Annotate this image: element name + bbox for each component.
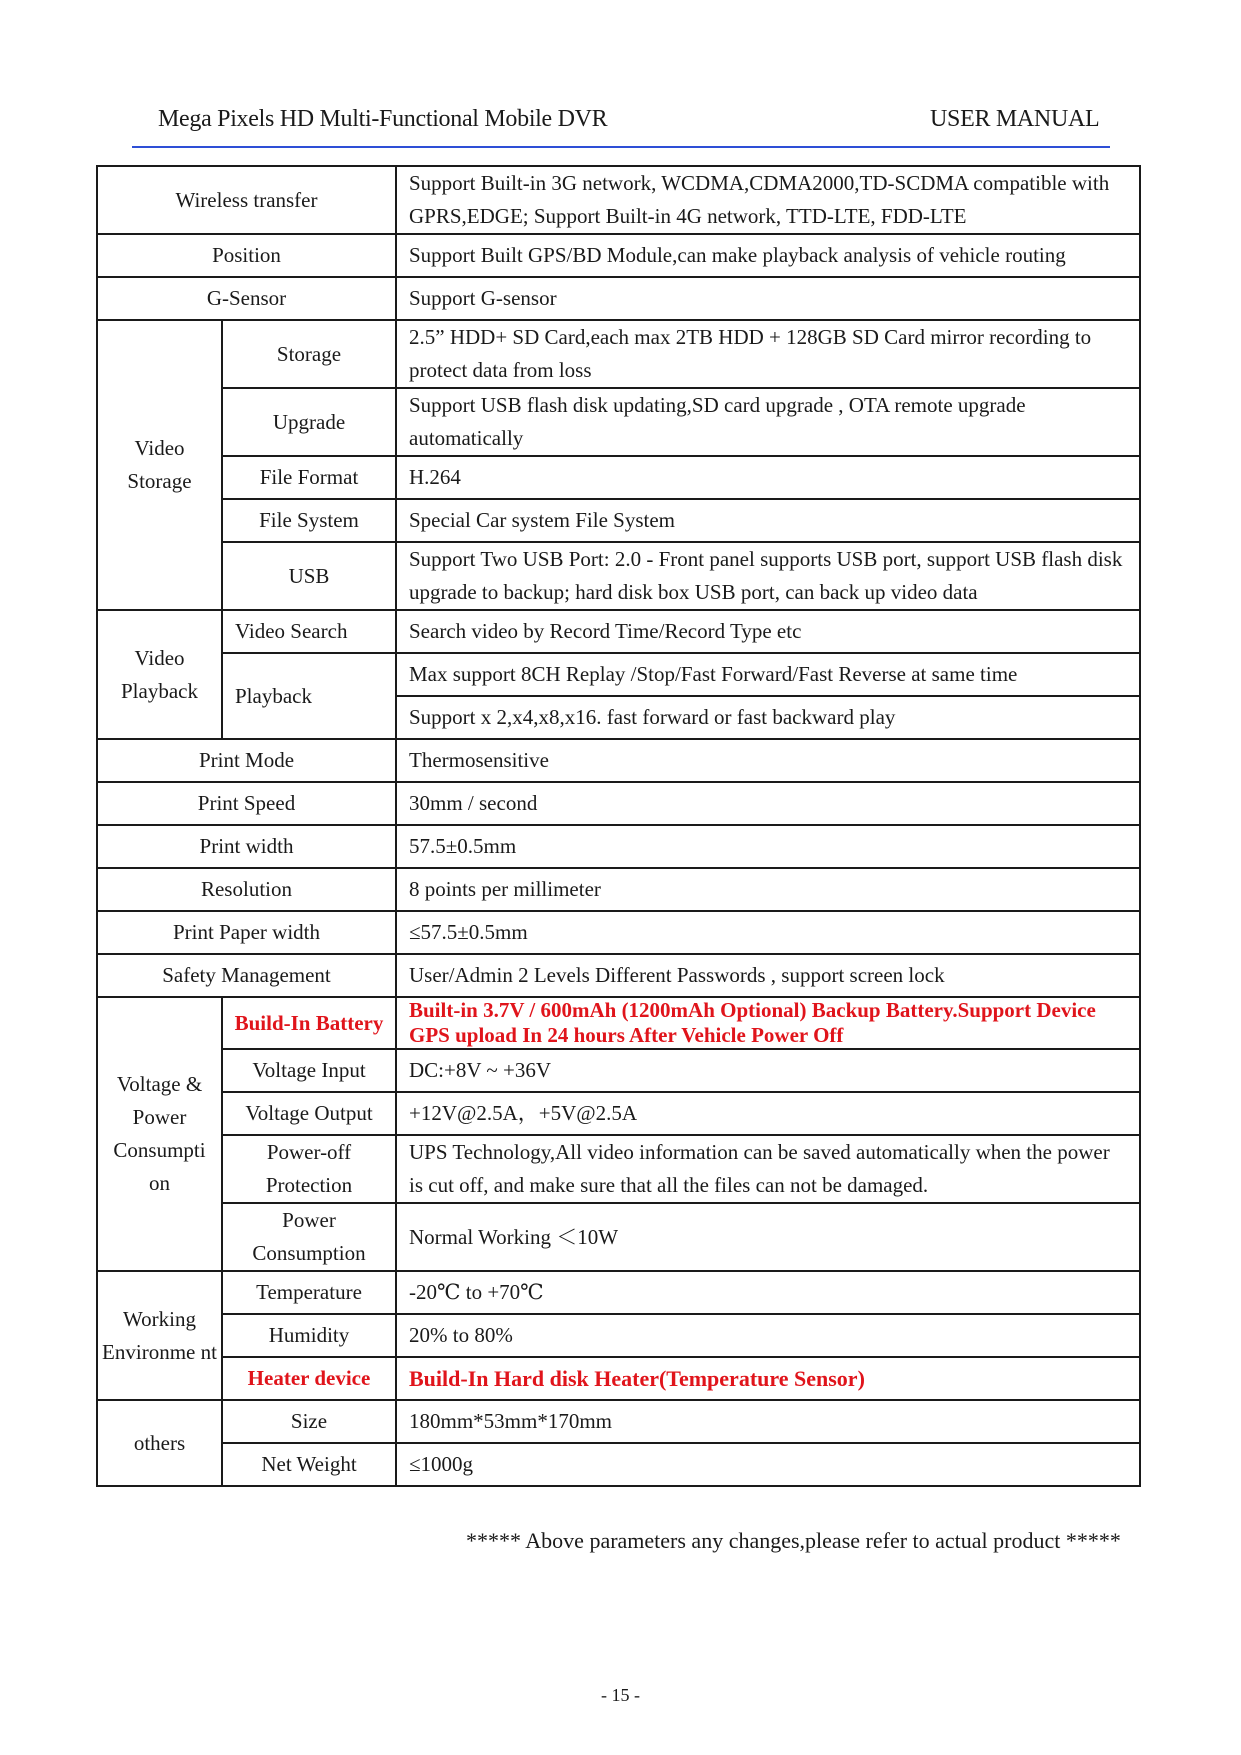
table-row [97,499,1140,542]
table-row [97,653,1140,696]
table-row [97,1271,1140,1314]
spec-value: Support G-sensor [396,277,1140,320]
spec-value: Search video by Record Time/Record Type etc [396,610,1140,653]
spec-value: Built-in 3.7V / 600mAh (1200mAh Optional) Backup Battery.Support Device GPS upload In 24 hours After Vehicle Power Off [396,997,1140,1049]
spec-label: Power-off Protection [222,1135,396,1203]
spec-label: G-Sensor [97,277,396,320]
spec-label: Storage [222,320,396,388]
spec-value: -20℃ to +70℃ [396,1271,1140,1314]
table-row [97,1443,1140,1486]
spec-label: Print Paper width [97,911,396,954]
spec-value: Special Car system File System [396,499,1140,542]
spec-value: 20% to 80% [396,1314,1140,1357]
table-row [97,1203,1140,1271]
spec-value: 8 points per millimeter [396,868,1140,911]
spec-value: Normal Working ＜10W [396,1203,1140,1271]
table-row [97,320,1140,388]
spec-value: ≤57.5±0.5mm [396,911,1140,954]
table-row [97,1357,1140,1400]
table-row [97,610,1140,653]
spec-value: Support Two USB Port: 2.0 - Front panel supports USB port, support USB flash disk upgrade to backup; hard disk box USB port, can back up video data [396,542,1140,610]
spec-value: Max support 8CH Replay /Stop/Fast Forward/Fast Reverse at same time [396,653,1140,696]
spec-value: User/Admin 2 Levels Different Passwords , support screen lock [396,954,1140,997]
table-row [97,1049,1140,1092]
table-row [97,825,1140,868]
spec-value: Support x 2,x4,x8,x16. fast forward or fast backward play [396,696,1140,739]
table-row [97,1135,1140,1203]
table-row [97,456,1140,499]
table-row [97,782,1140,825]
spec-value: 180mm*53mm*170mm [396,1400,1140,1443]
spec-value: ≤1000g [396,1443,1140,1486]
spec-label: Video Search [222,610,396,653]
spec-value: DC:+8V ~ +36V [396,1049,1140,1092]
spec-value: Support Built-in 3G network, WCDMA,CDMA2000,TD-SCDMA compatible with GPRS,EDGE; Support Built-in 4G network, TTD-LTE, FDD-LTE [396,166,1140,234]
spec-label: Voltage Output [222,1092,396,1135]
table-row [97,868,1140,911]
spec-label: Print width [97,825,396,868]
table-row [97,739,1140,782]
spec-value: 57.5±0.5mm [396,825,1140,868]
spec-label: Build-In Battery [222,997,396,1049]
group-label: Video Storage [97,320,222,610]
spec-value: Support Built GPS/BD Module,can make playback analysis of vehicle routing [396,234,1140,277]
spec-label: Resolution [97,868,396,911]
spec-label: Position [97,234,396,277]
spec-value: UPS Technology,All video information can be saved automatically when the power is cut off, and make sure that all the files can not be damaged. [396,1135,1140,1203]
spec-label: Upgrade [222,388,396,456]
group-label: Video Playback [97,610,222,739]
spec-label: Size [222,1400,396,1443]
group-label: Working Environme nt [97,1271,222,1400]
spec-value: Support USB flash disk updating,SD card upgrade , OTA remote upgrade automatically [396,388,1140,456]
page-number: - 15 - [601,1685,640,1705]
spec-label: File System [222,499,396,542]
spec-label: Voltage Input [222,1049,396,1092]
table-row [97,277,1140,320]
spec-label: Net Weight [222,1443,396,1486]
spec-label: Heater device [222,1357,396,1400]
spec-value: 30mm / second [396,782,1140,825]
spec-table [96,165,1141,1487]
spec-value: Build-In Hard disk Heater(Temperature Sensor) [396,1357,1140,1400]
table-row [97,166,1140,234]
spec-label: USB [222,542,396,610]
spec-value: Thermosensitive [396,739,1140,782]
spec-label: Humidity [222,1314,396,1357]
footnote: ***** Above parameters any changes,please refer to actual product ***** [466,1528,1121,1553]
table-row [97,1092,1140,1135]
table-row [97,1400,1140,1443]
spec-label: Print Mode [97,739,396,782]
table-row [97,388,1140,456]
document-title: Mega Pixels HD Multi-Functional Mobile DVR [158,106,608,132]
table-row [97,1314,1140,1357]
spec-label: Playback [222,653,396,739]
spec-label: Wireless transfer [97,166,396,234]
group-label: others [97,1400,222,1486]
table-row [97,954,1140,997]
spec-label: File Format [222,456,396,499]
spec-value: H.264 [396,456,1140,499]
table-row [97,911,1140,954]
spec-value: +12V@2.5A，+5V@2.5A [396,1092,1140,1135]
document-type: USER MANUAL [930,106,1100,132]
spec-value: 2.5” HDD+ SD Card,each max 2TB HDD + 128GB SD Card mirror recording to protect data from loss [396,320,1140,388]
spec-label: Print Speed [97,782,396,825]
table-row [97,997,1140,1049]
header-rule [132,146,1110,148]
spec-label: Safety Management [97,954,396,997]
spec-label: Power Consumption [222,1203,396,1271]
spec-label: Temperature [222,1271,396,1314]
table-row [97,542,1140,610]
table-row [97,234,1140,277]
group-label: Voltage & Power Consumpti on [97,997,222,1271]
